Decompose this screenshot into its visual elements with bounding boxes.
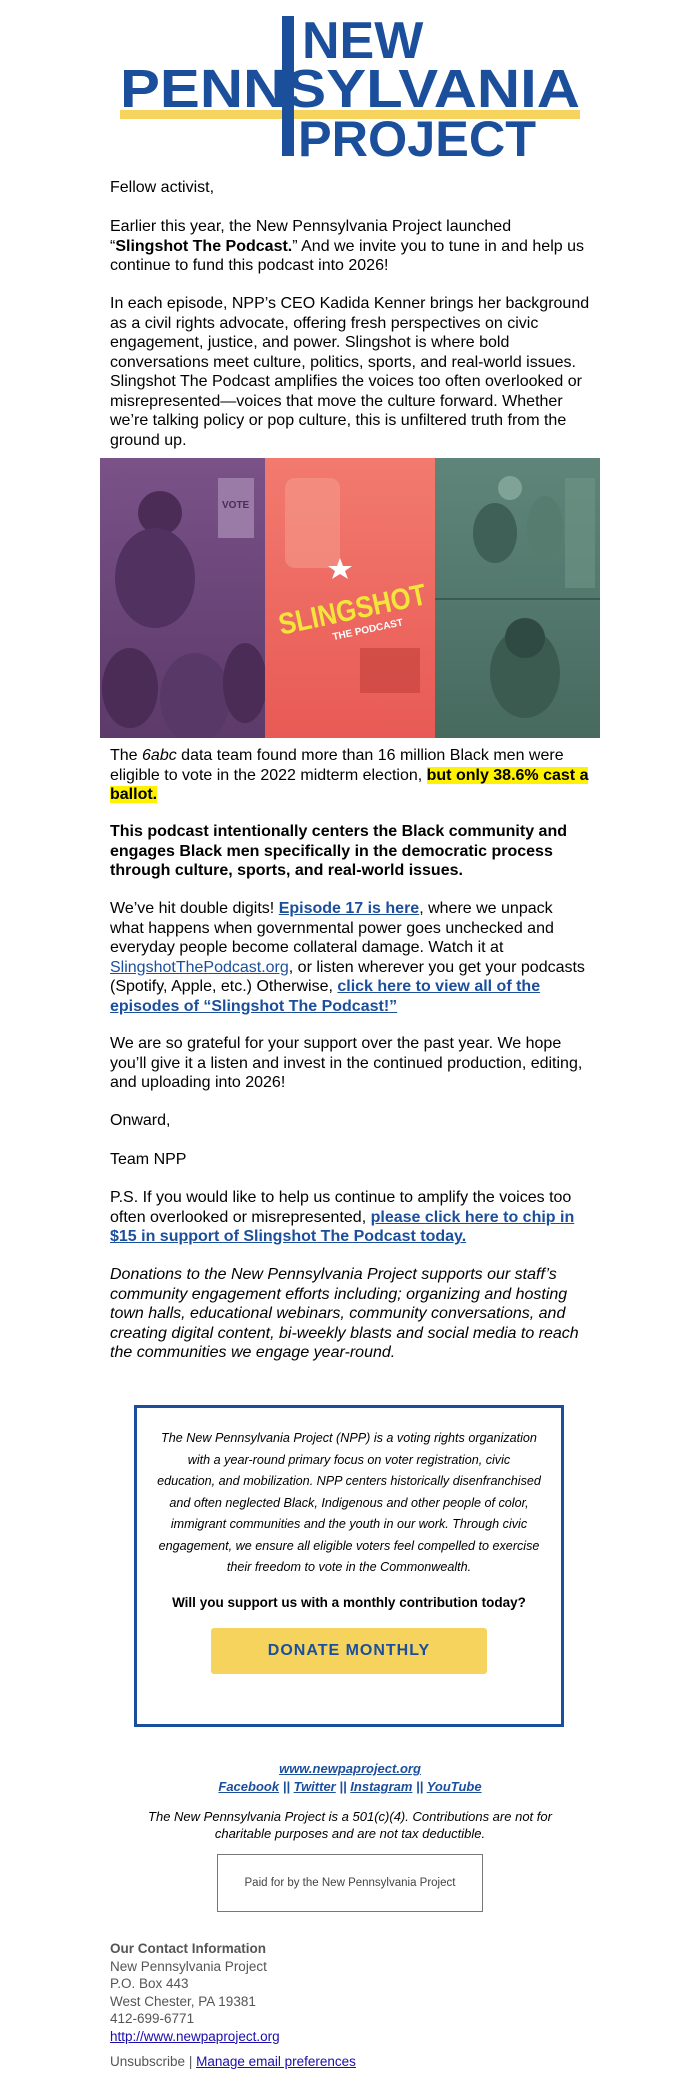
podcast-website-link[interactable]: SlingshotThePodcast.org — [110, 958, 289, 976]
gratitude-paragraph: We are so grateful for your support over the past year. We hope you’ll give it a listen and invest in the continued production, editing, and uploading into 2026! — [110, 1035, 583, 1091]
sports-illustration — [435, 458, 600, 738]
instagram-link[interactable]: Instagram — [350, 1779, 413, 1794]
social-separator: || — [339, 1779, 347, 1794]
website-link[interactable]: www.newpaproject.org — [279, 1761, 421, 1776]
contact-info — [110, 1940, 280, 2045]
contact-url-link[interactable]: http://www.newpaproject.org — [110, 2028, 280, 2044]
contact-org: New Pennsylvania Project — [110, 1958, 267, 1974]
hero-panel-purple — [100, 458, 265, 738]
footer-website — [0, 1761, 700, 1776]
donation-box — [134, 1405, 564, 1727]
episode-17-paragraph: We’ve hit double digits! Episode 17 is here, where we unpack what happens when governmental power goes unchecked and everyday people become collateral damage. Watch it at SlingshotThePodcast.org, or listen wherever you get your podcasts (Spotify, Apple, etc.) Otherwise, click here to view all of the episodes of “Slingshot The Podcast!” — [110, 900, 585, 1015]
intro-paragraph: Earlier this year, the New Pennsylvania Project launched “Slingshot The Podcast.” And we invite you to tune in and help us continue to fund this podcast into 2026! — [110, 218, 584, 274]
crowd-illustration — [100, 458, 265, 738]
contact-phone: 412-699-6771 — [110, 2011, 195, 2026]
mission-statement: This podcast intentionally centers the Black community and engages Black men specifically in the democratic process through culture, sports, and real-world issues. — [110, 823, 567, 879]
ps-paragraph: P.S. If you would like to help us continue to amplify the voices too often overlooked or misrepresented, please click here to chip in $15 in support of Slingshot The Podcast today. — [110, 1189, 575, 1245]
slingshot-podcast-logo — [265, 458, 435, 738]
contact-po-box: P.O. Box 443 — [110, 1976, 189, 1991]
logo-new: NEW — [302, 14, 424, 70]
tax-disclaimer: The New Pennsylvania Project is a 501(c)(4). Contributions are not for charitable purposes and are not tax deductible. — [148, 1809, 552, 1841]
stat-highlight: but only 38.6% cast a ballot. — [110, 766, 589, 803]
hero-logo-sub: THE PODCAST — [331, 617, 405, 644]
org-mission: The New Pennsylvania Project (NPP) is a voting rights organization with a year-round primary focus on voter registration, civic education, and mobilization. NPP centers historically disenfranchised and often neglected Black, Indigenous and other people of color, immigrant communities and the youth in our work. Through civic engagement, we ensure all eligible voters feel compelled to exercise their freedom to vote in the Commonwealth. — [157, 1431, 541, 1574]
chip-in-link[interactable]: please click here to chip in $15 in support of Slingshot The Podcast today. — [110, 1208, 575, 1245]
all-episodes-link[interactable]: click here to view all of the episodes of “Slingshot The Podcast!” — [110, 978, 541, 1015]
logo-project: PROJECT — [298, 111, 536, 159]
twitter-link[interactable]: Twitter — [293, 1779, 336, 1794]
youtube-link[interactable]: YouTube — [426, 1779, 482, 1794]
logo-pennsylvania: PENNSYLVANIA — [120, 59, 580, 119]
donations-note: Donations to the New Pennsylvania Project supports our staff’s community engagement efforts including; organizing and hosting town halls, educational webinars, community conversations, and creating digital content, bi-weekly blasts and social media to reach the communities we engage year-round. — [110, 1266, 579, 1361]
monthly-ask: Will you support us with a monthly contribution today? — [172, 1594, 526, 1610]
social-separator: || — [416, 1779, 424, 1794]
hero-logo-word: SLINGSHOT — [275, 573, 435, 642]
npp-logo — [120, 14, 580, 159]
donate-monthly-button[interactable]: DONATE MONTHLY — [211, 1628, 487, 1674]
protest-sign-text: VOTE — [222, 500, 250, 511]
contact-heading: Our Contact Information — [110, 1941, 266, 1956]
unsubscribe-divider: | — [188, 2054, 193, 2069]
signature: Team NPP — [110, 1151, 187, 1168]
episode-description: In each episode, NPP’s CEO Kadida Kenner brings her background as a civil rights advocate, offering fresh perspectives on civic engagement, justice, and power. Slingshot is where bold conversations meet culture, politics, sports, and real-world issues. Slingshot The Podcast amplifies the voices too often overlooked or misrepresented—voices that move the culture forward. Whether we’re talking policy or pop culture, this is unfiltered truth from the ground up. — [110, 295, 590, 449]
episode-17-link[interactable]: Episode 17 is here — [278, 900, 420, 917]
unsubscribe-row — [110, 2054, 356, 2069]
social-links — [0, 1779, 700, 1794]
facebook-link[interactable]: Facebook — [218, 1779, 280, 1794]
hero-panel-teal — [435, 458, 600, 738]
greeting: Fellow activist, — [110, 179, 215, 196]
unsubscribe-link[interactable]: Unsubscribe — [110, 2054, 186, 2069]
hero-panel-coral — [265, 458, 435, 738]
stat-paragraph: The 6abc data team found more than 16 million Black men were eligible to vote in the 2022 midterm election, but only 38.6% cast a ballot. — [110, 747, 589, 803]
manage-preferences-link[interactable]: Manage email preferences — [196, 2054, 356, 2069]
contact-city: West Chester, PA 19381 — [110, 1993, 256, 2009]
social-separator: || — [282, 1779, 290, 1794]
closing: Onward, — [110, 1112, 171, 1129]
stat-source: 6abc — [142, 747, 177, 764]
podcast-hero-image — [100, 458, 600, 738]
paid-for-notice: Paid for by the New Pennsylvania Project — [217, 1854, 483, 1912]
podcast-name: Slingshot The Podcast. — [115, 237, 293, 255]
